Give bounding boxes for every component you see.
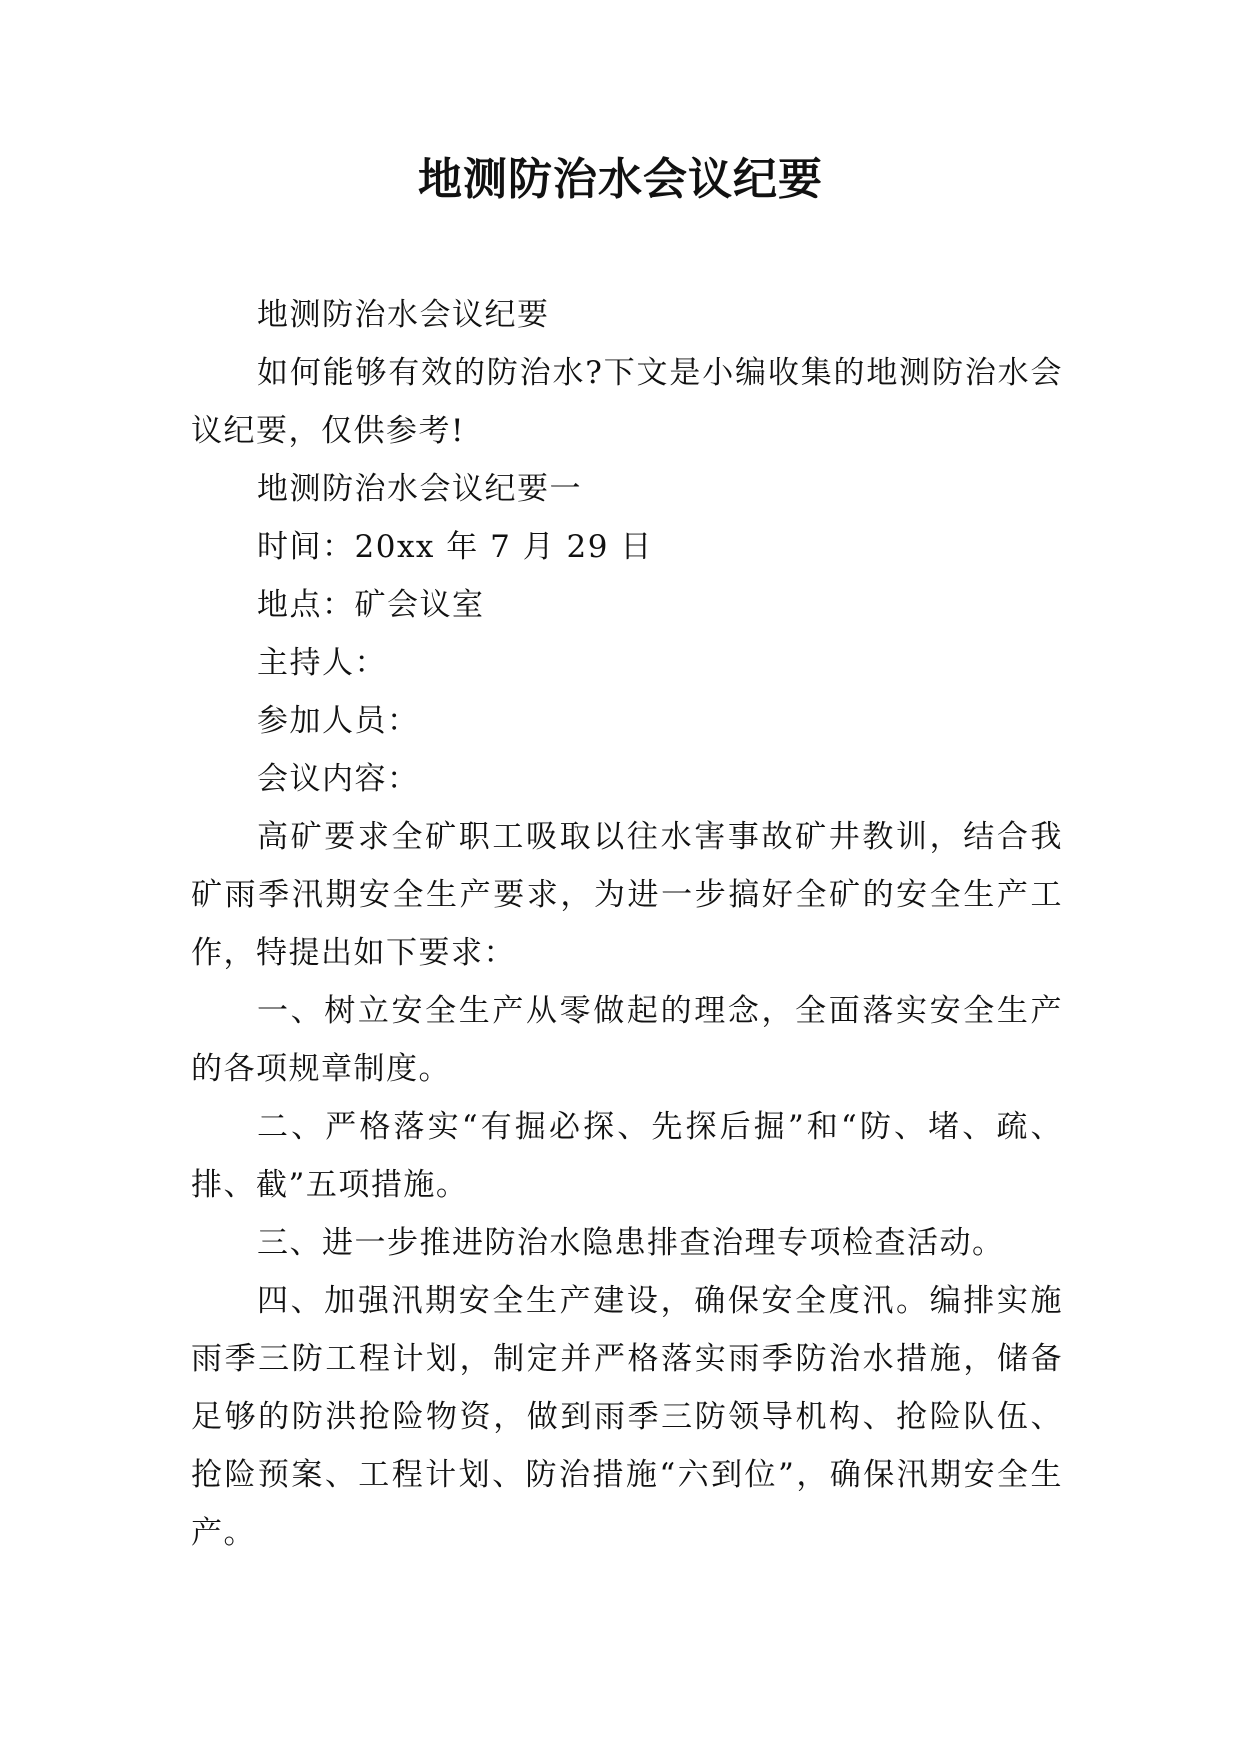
paragraph-item-4: 四、加强汛期安全生产建设，确保安全度汛。编排实施雨季三防工程计划，制定并严格落实雨季防治水措施，储备足够的防洪抢险物资，做到雨季三防领导机构、抢险队伍、抢险预案、工程计划、防治措施“六到位”，确保汛期安全生产。 [191,1283,1063,1551]
paragraph-host: 主持人： [257,645,387,681]
document-title: 地测防治水会议纪要 [418,154,823,205]
paragraph-item-1: 一、树立安全生产从零做起的理念，全面落实安全生产的各项规章制度。 [191,993,1063,1087]
paragraph-time: 时间：20xx 年 7 月 29 日 [257,529,653,565]
paragraph-location: 地点：矿会议室 [257,587,485,623]
paragraph-content-label: 会议内容： [257,761,420,797]
paragraph-heading-repeat: 地测防治水会议纪要 [257,297,550,333]
paragraph-requirements-intro: 高矿要求全矿职工吸取以往水害事故矿井教训，结合我矿雨季汛期安全生产要求，为进一步搞好全矿的安全生产工作，特提出如下要求： [191,819,1063,971]
paragraph-section-title: 地测防治水会议纪要一 [257,471,582,507]
paragraph-item-3: 三、进一步推进防治水隐患排查治理专项检查活动。 [257,1225,1005,1261]
paragraph-intro: 如何能够有效的防治水?下文是小编收集的地测防治水会议纪要，仅供参考! [191,355,1063,449]
paragraph-attendees: 参加人员： [257,703,420,739]
document-body [191,286,1063,1562]
paragraph-item-2: 二、严格落实“有掘必探、先探后掘”和“防、堵、疏、排、截”五项措施。 [191,1109,1063,1203]
